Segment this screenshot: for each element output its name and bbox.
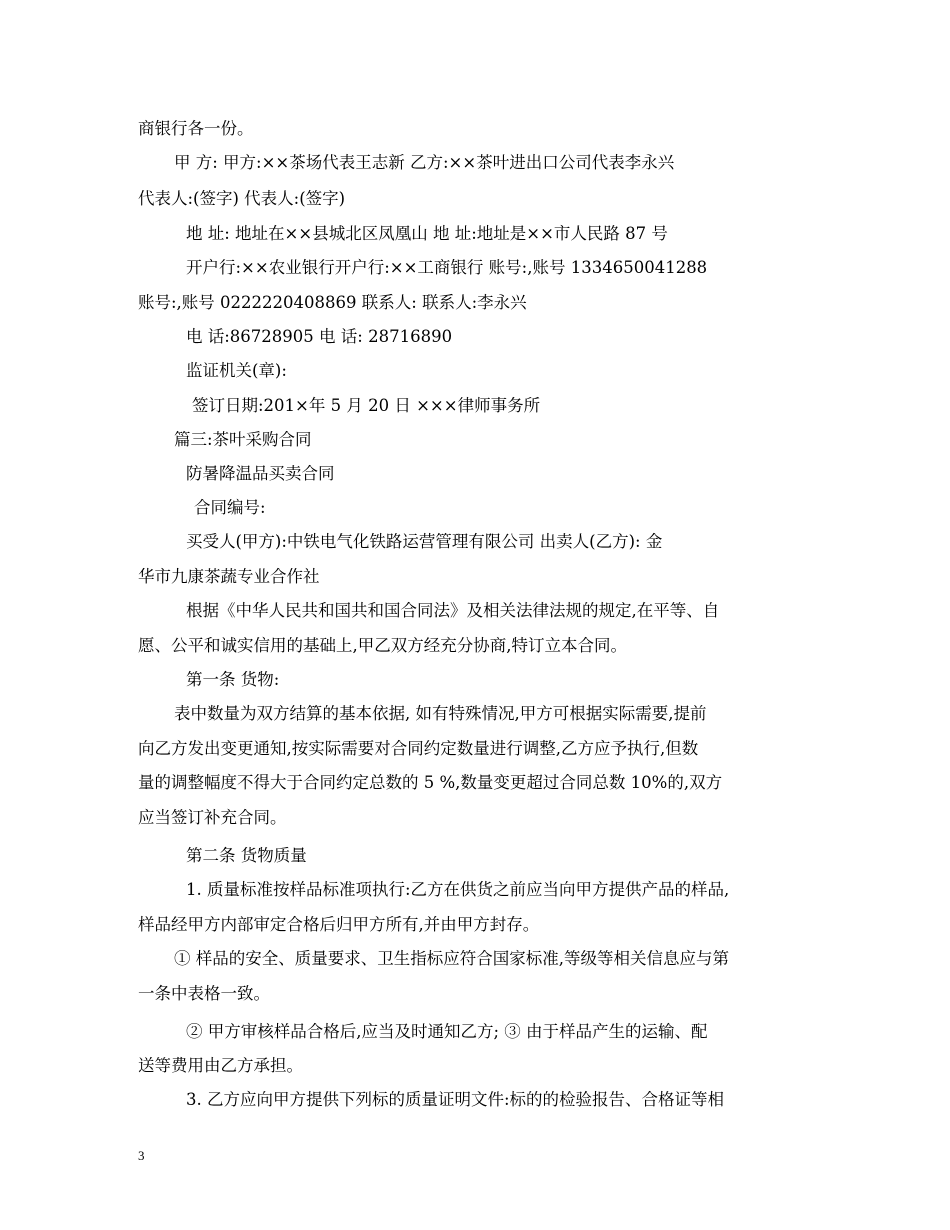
text-line: 愿、公平和诚实信用的基础上,甲乙双方经充分协商,特订立本合同。	[138, 636, 627, 655]
text-line: 甲 方: 甲方:××茶场代表王志新 乙方:××茶叶进出口公司代表李永兴	[174, 153, 675, 172]
text-line: 送等费用由乙方承担。	[138, 1056, 303, 1075]
text-line: 量的调整幅度不得大于合同约定总数的 5 %,数量变更超过合同总数 10%的,双方	[138, 773, 723, 792]
text-line: ② 甲方审核样品合格后,应当及时通知乙方; ③ 由于样品产生的运输、配	[186, 1022, 708, 1041]
text-line: 根据《中华人民共和国共和国合同法》及相关法律法规的规定,在平等、自	[186, 601, 720, 620]
text-line: 合同编号:	[194, 498, 266, 517]
text-line: 向乙方发出变更通知,按实际需要对合同约定数量进行调整,乙方应予执行,但数	[138, 739, 699, 758]
text-line: 代表人:(签字) 代表人:(签字)	[138, 189, 346, 208]
text-line: 商银行各一份。	[138, 119, 254, 138]
text-line: 电 话:86728905 电 话: 28716890	[186, 327, 453, 346]
text-line: 3. 乙方应向甲方提供下列标的质量证明文件:标的的检验报告、合格证等相	[186, 1090, 725, 1109]
text-line: 地 址: 地址在××县城北区凤凰山 地 址:地址是××市人民路 87 号	[186, 224, 668, 243]
section-heading: 篇三:茶叶采购合同	[174, 430, 312, 449]
text-line: 应当签订补充合同。	[138, 808, 287, 827]
text-line: ① 样品的安全、质量要求、卫生指标应符合国家标准,等级等相关信息应与第	[174, 949, 729, 968]
text-line: 买受人(甲方):中铁电气化铁路运营管理有限公司 出卖人(乙方): 金	[186, 532, 663, 551]
article-heading: 第一条 货物:	[186, 670, 280, 689]
text-line: 账号:,账号 0222220408869 联系人: 联系人:李永兴	[138, 293, 527, 312]
page-number: 3	[138, 1148, 145, 1163]
text-line: 华市九康茶蔬专业合作社	[138, 567, 320, 586]
text-line: 签订日期:201×年 5 月 20 日 ×××律师事务所	[192, 396, 541, 415]
article-heading: 第二条 货物质量	[186, 846, 307, 865]
text-line: 一条中表格一致。	[138, 984, 270, 1003]
text-line: 表中数量为双方结算的基本依据, 如有特殊情况,甲方可根据实际需要,提前	[174, 704, 707, 723]
text-line: 监证机关(章):	[186, 361, 287, 380]
contract-title: 防暑降温品买卖合同	[186, 464, 335, 483]
text-line: 开户行:××农业银行开户行:××工商银行 账号:,账号 1334650041288	[186, 258, 708, 277]
text-line: 样品经甲方内部审定合格后归甲方所有,并由甲方封存。	[138, 915, 540, 934]
text-line: 1. 质量标准按样品标准项执行:乙方在供货之前应当向甲方提供产品的样品,	[186, 880, 730, 899]
